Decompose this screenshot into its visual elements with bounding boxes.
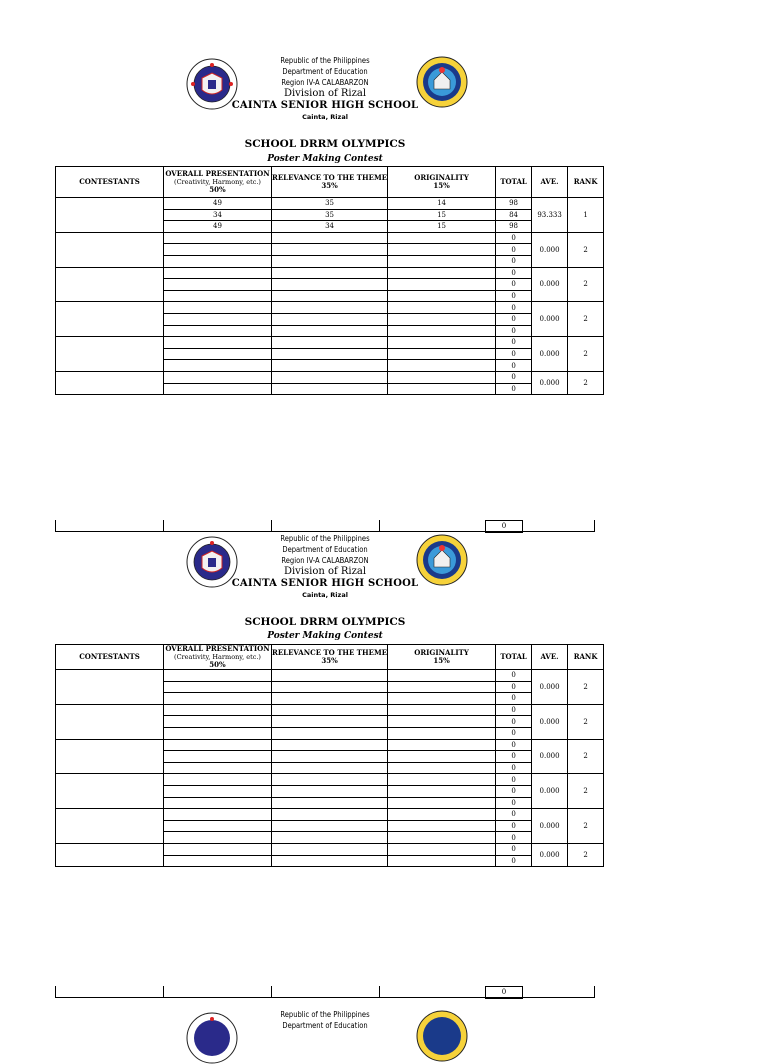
total-cell: 0: [496, 739, 532, 751]
originality-label: ORIGINALITY: [414, 173, 469, 182]
rank-cell: 2: [568, 809, 604, 844]
overall-score-cell: [164, 797, 272, 809]
overall-score-cell: [164, 383, 272, 395]
total-cell: 0: [496, 797, 532, 809]
overall-score-cell: [164, 820, 272, 832]
total-cell: 0: [496, 843, 532, 855]
average-cell: 0.000: [532, 704, 568, 739]
overall-score-cell: [164, 751, 272, 763]
total-cell: 0: [496, 279, 532, 291]
originality-score-cell: [388, 371, 496, 383]
table-row: [56, 198, 604, 210]
table-row: [56, 739, 604, 751]
total-cell: 0: [496, 348, 532, 360]
republic-line: Republic of the Philippines: [280, 534, 370, 543]
relevance-score-cell: [272, 785, 388, 797]
cut-total-cell: 0: [485, 520, 523, 533]
total-cell: 0: [496, 325, 532, 337]
relevance-score-cell: [272, 267, 388, 279]
relevance-header: [272, 167, 388, 198]
page-title: SCHOOL DRRM OLYMPICS: [244, 138, 406, 150]
originality-score-cell: [388, 302, 496, 314]
originality-score-cell: [388, 290, 496, 302]
overall-score-cell: [164, 681, 272, 693]
relevance-score-cell: [272, 693, 388, 705]
table-row: [56, 843, 604, 855]
division-line: Division of Rizal: [283, 88, 367, 99]
originality-score-cell: [388, 348, 496, 360]
relevance-score-cell: [272, 232, 388, 244]
relevance-score-cell: [272, 832, 388, 844]
originality-score-cell: [388, 383, 496, 395]
contestant-cell: [56, 774, 164, 809]
rank-cell: 2: [568, 267, 604, 302]
table-row: [56, 232, 604, 244]
contestant-cell: [56, 232, 164, 267]
total-cell: 0: [496, 727, 532, 739]
contestants-header: CONTESTANTS: [56, 645, 164, 670]
relevance-score-cell: [272, 337, 388, 349]
rank-cell: 2: [568, 670, 604, 705]
relevance-score-cell: [272, 325, 388, 337]
overall-score-cell: [164, 704, 272, 716]
rank-cell: 1: [568, 198, 604, 233]
total-cell: 0: [496, 751, 532, 763]
originality-score-cell: [388, 855, 496, 867]
overall-score-cell: [164, 843, 272, 855]
overall-score-cell: [164, 693, 272, 705]
school-seal-icon: [416, 534, 468, 586]
rank-cell: 2: [568, 232, 604, 267]
rank-cell: 2: [568, 704, 604, 739]
average-cell: 0.000: [532, 302, 568, 337]
overall-score-cell: [164, 302, 272, 314]
table-row: [56, 371, 604, 383]
total-cell: 84: [496, 209, 532, 221]
total-header: TOTAL: [496, 167, 532, 198]
average-cell: 93.333: [532, 198, 568, 233]
page-title: SCHOOL DRRM OLYMPICS: [244, 616, 406, 628]
average-cell: 0.000: [532, 774, 568, 809]
contestant-cell: [56, 267, 164, 302]
originality-score-cell: [388, 681, 496, 693]
school-seal-icon: [416, 56, 468, 108]
relevance-score-cell: [272, 774, 388, 786]
relevance-score-cell: [272, 855, 388, 867]
relevance-label: RELEVANCE TO THE THEME: [272, 648, 388, 657]
total-cell: 0: [496, 290, 532, 302]
total-cell: 0: [496, 785, 532, 797]
total-cell: 0: [496, 762, 532, 774]
overall-header: [164, 645, 272, 670]
rank-cell: 2: [568, 371, 604, 394]
relevance-score-cell: [272, 727, 388, 739]
table-row: [56, 302, 604, 314]
originality-score-cell: [388, 832, 496, 844]
rank-header: RANK: [568, 167, 604, 198]
relevance-score-cell: [272, 716, 388, 728]
originality-score-cell: [388, 751, 496, 763]
originality-score-cell: [388, 739, 496, 751]
average-cell: 0.000: [532, 232, 568, 267]
page-cut-marker: [55, 986, 595, 1000]
originality-score-cell: 15: [388, 221, 496, 233]
region-line: Region IV-A CALABARZON: [281, 556, 369, 565]
relevance-score-cell: [272, 762, 388, 774]
ave-header: AVE.: [532, 167, 568, 198]
table-row: [56, 774, 604, 786]
total-cell: 0: [496, 670, 532, 682]
overall-score-cell: [164, 809, 272, 821]
overall-note: (Creativity, Harmony, etc.): [174, 653, 261, 661]
originality-score-cell: [388, 809, 496, 821]
originality-score-cell: [388, 313, 496, 325]
table-row: [56, 337, 604, 349]
header-block: [0, 52, 768, 122]
relevance-score-cell: [272, 244, 388, 256]
town-line: Cainta, Rizal: [302, 591, 348, 599]
originality-score-cell: [388, 279, 496, 291]
overall-score-cell: [164, 855, 272, 867]
average-cell: 0.000: [532, 337, 568, 372]
originality-score-cell: [388, 797, 496, 809]
relevance-pct: 35%: [321, 656, 338, 665]
total-cell: 0: [496, 371, 532, 383]
total-cell: 0: [496, 313, 532, 325]
average-cell: 0.000: [532, 267, 568, 302]
relevance-score-cell: [272, 279, 388, 291]
overall-score-cell: [164, 337, 272, 349]
contestant-cell: [56, 843, 164, 866]
republic-line: Republic of the Philippines: [280, 1010, 370, 1019]
page-subtitle: Poster Making Contest: [267, 154, 383, 164]
relevance-score-cell: [272, 348, 388, 360]
relevance-score-cell: 34: [272, 221, 388, 233]
relevance-score-cell: [272, 809, 388, 821]
overall-note: (Creativity, Harmony, etc.): [174, 178, 261, 186]
relevance-header: [272, 645, 388, 670]
originality-score-cell: [388, 704, 496, 716]
school-seal-icon: [416, 1010, 468, 1062]
relevance-pct: 35%: [321, 181, 338, 190]
relevance-score-cell: [272, 797, 388, 809]
total-cell: 0: [496, 832, 532, 844]
total-cell: 0: [496, 302, 532, 314]
total-cell: 0: [496, 255, 532, 267]
contestants-header: CONTESTANTS: [56, 167, 164, 198]
rank-cell: 2: [568, 337, 604, 372]
overall-score-cell: [164, 739, 272, 751]
cut-total-cell: 0: [485, 986, 523, 999]
originality-score-cell: [388, 267, 496, 279]
originality-score-cell: [388, 337, 496, 349]
overall-score-cell: [164, 244, 272, 256]
total-cell: 0: [496, 716, 532, 728]
rank-cell: 2: [568, 774, 604, 809]
overall-score-cell: [164, 360, 272, 372]
average-cell: 0.000: [532, 670, 568, 705]
relevance-score-cell: [272, 313, 388, 325]
overall-score-cell: [164, 267, 272, 279]
total-cell: 0: [496, 232, 532, 244]
relevance-score-cell: 35: [272, 209, 388, 221]
total-cell: 98: [496, 221, 532, 233]
town-line: Cainta, Rizal: [302, 113, 348, 121]
originality-score-cell: [388, 360, 496, 372]
originality-pct: 15%: [433, 181, 450, 190]
overall-score-cell: [164, 716, 272, 728]
contestant-cell: [56, 809, 164, 844]
scores-table: [55, 166, 604, 395]
overall-pct: 50%: [209, 660, 226, 669]
overall-score-cell: [164, 325, 272, 337]
table-row: [56, 809, 604, 821]
relevance-score-cell: [272, 290, 388, 302]
contestant-cell: [56, 739, 164, 774]
relevance-score-cell: [272, 670, 388, 682]
header-text: [230, 1009, 420, 1031]
ave-header: AVE.: [532, 645, 568, 670]
table-row: [56, 267, 604, 279]
average-cell: 0.000: [532, 739, 568, 774]
department-line: Department of Education: [282, 67, 368, 76]
rank-cell: 2: [568, 843, 604, 866]
relevance-score-cell: [272, 255, 388, 267]
originality-score-cell: [388, 727, 496, 739]
overall-score-cell: [164, 255, 272, 267]
total-cell: 0: [496, 244, 532, 256]
originality-header: [388, 167, 496, 198]
contestant-cell: [56, 670, 164, 705]
relevance-label: RELEVANCE TO THE THEME: [272, 173, 388, 182]
relevance-score-cell: [272, 681, 388, 693]
overall-score-cell: [164, 371, 272, 383]
total-header: TOTAL: [496, 645, 532, 670]
originality-score-cell: [388, 244, 496, 256]
average-cell: 0.000: [532, 809, 568, 844]
overall-score-cell: [164, 232, 272, 244]
overall-score-cell: [164, 279, 272, 291]
overall-score-cell: 34: [164, 209, 272, 221]
table-row: [56, 704, 604, 716]
overall-score-cell: 49: [164, 198, 272, 210]
relevance-score-cell: [272, 739, 388, 751]
originality-pct: 15%: [433, 656, 450, 665]
page-subtitle: Poster Making Contest: [267, 631, 383, 641]
scores-table: [55, 644, 604, 867]
originality-score-cell: [388, 670, 496, 682]
relevance-score-cell: [272, 302, 388, 314]
total-cell: 0: [496, 774, 532, 786]
total-cell: 0: [496, 809, 532, 821]
table-row: [56, 670, 604, 682]
contestant-cell: [56, 704, 164, 739]
overall-score-cell: [164, 727, 272, 739]
originality-score-cell: 15: [388, 209, 496, 221]
school-name: CAINTA SENIOR HIGH SCHOOL: [231, 578, 419, 589]
contestant-cell: [56, 337, 164, 372]
school-name: CAINTA SENIOR HIGH SCHOOL: [231, 100, 419, 111]
total-cell: 0: [496, 267, 532, 279]
overall-score-cell: [164, 313, 272, 325]
total-cell: 0: [496, 360, 532, 372]
overall-score-cell: [164, 785, 272, 797]
overall-label: OVERALL PRESENTATION: [165, 644, 270, 653]
originality-score-cell: [388, 762, 496, 774]
average-cell: 0.000: [532, 371, 568, 394]
contestant-cell: [56, 198, 164, 233]
originality-score-cell: [388, 255, 496, 267]
rank-cell: 2: [568, 739, 604, 774]
originality-label: ORIGINALITY: [414, 648, 469, 657]
overall-pct: 50%: [209, 185, 226, 194]
header-text: [230, 533, 420, 601]
average-cell: 0.000: [532, 843, 568, 866]
total-cell: 0: [496, 693, 532, 705]
total-cell: 0: [496, 337, 532, 349]
total-cell: 0: [496, 704, 532, 716]
overall-score-cell: [164, 290, 272, 302]
relevance-score-cell: [272, 820, 388, 832]
originality-score-cell: [388, 325, 496, 337]
region-line: Region IV-A CALABARZON: [281, 78, 369, 87]
originality-score-cell: [388, 820, 496, 832]
relevance-score-cell: [272, 371, 388, 383]
division-line: Division of Rizal: [283, 566, 367, 577]
rank-cell: 2: [568, 302, 604, 337]
contestant-cell: [56, 302, 164, 337]
total-cell: 0: [496, 383, 532, 395]
originality-score-cell: 14: [388, 198, 496, 210]
relevance-score-cell: [272, 360, 388, 372]
header-block: [0, 530, 768, 600]
originality-header: [388, 645, 496, 670]
total-cell: 0: [496, 681, 532, 693]
overall-score-cell: [164, 762, 272, 774]
originality-score-cell: [388, 716, 496, 728]
originality-score-cell: [388, 785, 496, 797]
department-line: Department of Education: [282, 545, 368, 554]
originality-score-cell: [388, 693, 496, 705]
overall-score-cell: [164, 832, 272, 844]
rank-header: RANK: [568, 645, 604, 670]
relevance-score-cell: 35: [272, 198, 388, 210]
department-line: Department of Education: [282, 1021, 368, 1030]
originality-score-cell: [388, 232, 496, 244]
overall-header: [164, 167, 272, 198]
originality-score-cell: [388, 774, 496, 786]
overall-score-cell: [164, 348, 272, 360]
relevance-score-cell: [272, 704, 388, 716]
header-text: [230, 55, 420, 123]
contestant-cell: [56, 371, 164, 394]
originality-score-cell: [388, 843, 496, 855]
overall-score-cell: [164, 670, 272, 682]
overall-score-cell: 49: [164, 221, 272, 233]
overall-score-cell: [164, 774, 272, 786]
total-cell: 0: [496, 820, 532, 832]
overall-label: OVERALL PRESENTATION: [165, 169, 270, 178]
relevance-score-cell: [272, 383, 388, 395]
total-cell: 98: [496, 198, 532, 210]
relevance-score-cell: [272, 843, 388, 855]
republic-line: Republic of the Philippines: [280, 56, 370, 65]
total-cell: 0: [496, 855, 532, 867]
header-block: [0, 1006, 768, 1030]
relevance-score-cell: [272, 751, 388, 763]
